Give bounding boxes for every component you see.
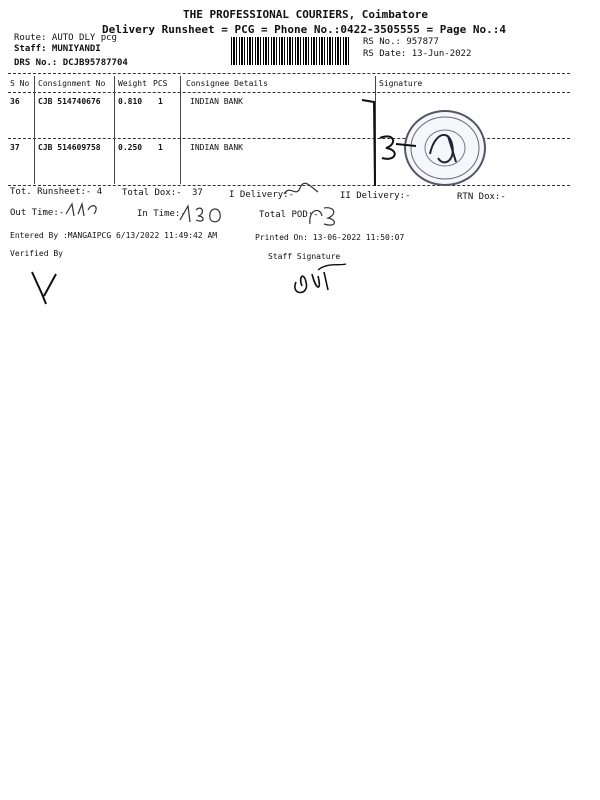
row-weight: 0.810 [118,97,143,106]
drs-number: DRS No.: DCJB95787704 [14,58,128,68]
handwriting-scribble-icon [282,182,322,200]
row-weight: 0.250 [118,143,143,152]
col-divider [180,76,181,184]
ii-delivery-label: II Delivery:- [340,191,411,201]
row-consignment: CJB 514740676 [38,97,101,106]
row-pcs: 1 [158,143,163,152]
runsheet-title: Delivery Runsheet = PCG = Phone No.:0422-3505555 = Page No.:4 [102,23,506,36]
rs-date: RS Date: 13-Jun-2022 [363,49,472,59]
col-header-consignment: Consignment No [38,79,106,88]
route-text: Route: AUTO DLY pcg [14,33,117,43]
company-title: THE PROFESSIONAL COURIERS, Coimbatore [183,8,429,21]
col-divider [114,76,115,184]
i-delivery-label: I Delivery:- [229,190,295,200]
col-header-consignee: Consignee Details [186,79,268,88]
in-time-label: In Time:- [137,209,186,219]
row-pcs: 1 [158,97,163,106]
printed-on: Printed On: 13-06-2022 11:50:07 [255,233,405,242]
handwritten-signature-icon [360,98,420,190]
handwriting-scribble-icon [64,200,104,220]
row-consignee: INDIAN BANK [190,143,243,152]
col-divider [34,76,35,184]
col-header-pcs: PCS [153,79,168,88]
staff-signature-icon [288,262,348,298]
barcode [231,37,349,65]
verified-by-label: Verified By [10,249,63,258]
total-pod-label: Total POD:- [259,210,319,220]
rtn-dox-label: RTN Dox:- [457,192,506,202]
staff-signature-label: Staff Signature [268,252,341,261]
row-consignee: INDIAN BANK [190,97,243,106]
row-sno: 37 [10,143,20,152]
staff-text: Staff: MUNIYANDI [14,44,101,54]
table-top-rule [8,73,570,74]
total-runsheet: Tot. Runsheet:- 4 [10,187,103,197]
col-header-weight: Weight [118,79,147,88]
total-dox-label: Total Dox:- [122,188,182,198]
rs-number: RS No.: 957877 [363,37,439,47]
row-rule [8,138,570,139]
verified-signature-icon [24,268,64,308]
table-header-rule [8,92,570,93]
col-header-signature: Signature [379,79,423,88]
handwriting-scribble-icon [306,204,342,228]
entered-by: Entered By :MANGAIPCG 6/13/2022 11:49:42 AM [10,231,218,240]
out-time-label: Out Time:- [10,208,65,218]
row-consignment: CJB 514609758 [38,143,101,152]
handwriting-scribble-icon [178,202,224,224]
row-sno: 36 [10,97,20,106]
col-header-sno: S No [10,79,30,88]
total-dox-value: 37 [192,188,203,198]
